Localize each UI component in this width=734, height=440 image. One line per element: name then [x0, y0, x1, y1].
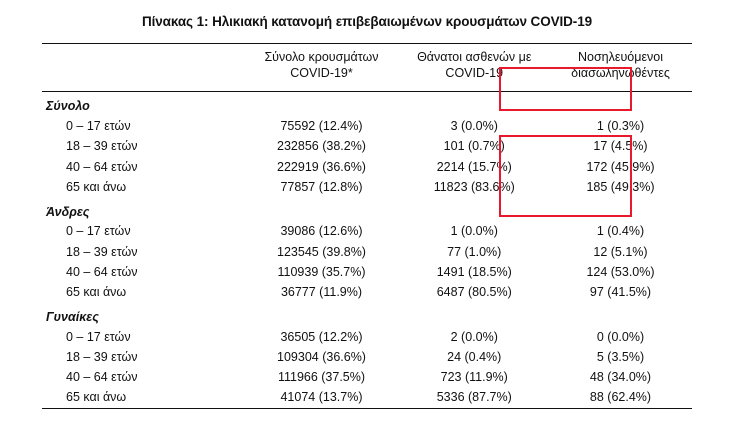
- row-intubated: 124 (53.0%): [586, 264, 655, 279]
- group-deaths: [400, 303, 550, 327]
- row-label: 0 – 17 ετών: [66, 329, 131, 344]
- row-deaths: 3 (0.0%): [450, 119, 498, 133]
- table-row: [42, 177, 692, 197]
- group-intubated: [549, 303, 692, 327]
- table-row: [42, 283, 692, 303]
- header-cell-label: [42, 44, 244, 92]
- header-cell-intubated: [549, 44, 692, 92]
- row-deaths: 24 (0.4%): [447, 349, 502, 364]
- row-cases: 36777 (11.9%): [280, 285, 363, 299]
- group-deaths: [400, 198, 550, 222]
- table-container: [42, 43, 692, 409]
- row-deaths: 2214 (15.7%): [436, 159, 512, 174]
- row-cases: 39086 (12.6%): [280, 224, 363, 239]
- header-deaths-line1: Θάνατοι ασθενών με: [417, 50, 532, 64]
- row-intubated: 88 (62.4%): [549, 388, 692, 409]
- table-header: [42, 44, 692, 92]
- table-row: [42, 242, 692, 262]
- row-deaths: 723 (11.9%): [440, 370, 508, 384]
- group-intubated: [549, 198, 692, 222]
- header-cases-line1: Σύνολο κρουσμάτων: [264, 50, 379, 64]
- table-row: [42, 198, 692, 222]
- group-label: Σύνολο: [42, 92, 244, 117]
- header-cell-cases: [244, 44, 400, 92]
- row-label: 65 και άνω: [66, 179, 127, 194]
- table-row: [42, 157, 692, 177]
- row-label: 18 – 39 ετών: [66, 349, 138, 364]
- table-body: [42, 92, 692, 409]
- row-intubated: 17 (4.5%): [593, 139, 648, 154]
- row-intubated: 97 (41.5%): [589, 285, 652, 299]
- row-cases: 41074 (13.7%): [244, 388, 400, 409]
- table-caption: Πίνακας 1: Ηλικιακή κατανομή επιβεβαιωμένων κρουσμάτων COVID-19: [141, 14, 593, 29]
- row-deaths: 6487 (80.5%): [436, 285, 512, 299]
- row-cases: 77857 (12.8%): [280, 179, 363, 194]
- row-label: 0 – 17 ετών: [66, 119, 131, 133]
- group-cases: [244, 303, 400, 327]
- row-label: 18 – 39 ετών: [66, 244, 138, 259]
- row-label: 0 – 17 ετών: [66, 224, 131, 239]
- group-label: Άνδρες: [46, 204, 90, 219]
- table-row: [42, 262, 692, 282]
- row-cases: 123545 (39.8%): [277, 244, 366, 259]
- row-cases: 111966 (37.5%): [277, 370, 366, 384]
- header-cell-deaths: [400, 44, 550, 92]
- row-deaths: 11823 (83.6%): [433, 179, 515, 194]
- header-deaths-line2: COVID-19: [445, 65, 504, 80]
- row-intubated: 5 (3.5%): [596, 349, 645, 364]
- row-intubated: 0 (0.0%): [596, 329, 645, 344]
- row-label: 40 – 64 ετών: [66, 370, 138, 384]
- row-label: 18 – 39 ετών: [66, 139, 138, 154]
- row-deaths: 101 (0.7%): [443, 139, 505, 154]
- row-label: 40 – 64 ετών: [66, 159, 138, 174]
- row-cases: 110939 (35.7%): [277, 264, 366, 279]
- group-cases: [244, 198, 400, 222]
- row-deaths: 2 (0.0%): [450, 329, 498, 344]
- row-label: 40 – 64 ετών: [66, 264, 138, 279]
- row-cases: 222919 (36.6%): [277, 159, 366, 174]
- row-intubated: 1 (0.4%): [596, 224, 645, 239]
- header-cases-line2: COVID-19*: [290, 65, 353, 80]
- table-row: [42, 303, 692, 327]
- row-deaths: 1491 (18.5%): [436, 264, 512, 279]
- table-row: [42, 368, 692, 388]
- header-intubated-line1: Νοσηλευόμενοι: [577, 50, 663, 64]
- row-intubated: 185 (49.3%): [586, 179, 655, 194]
- row-intubated: 48 (34.0%): [589, 370, 652, 384]
- group-cases: [244, 92, 400, 117]
- row-cases: 109304 (36.6%): [277, 349, 366, 364]
- row-cases: 36505 (12.2%): [280, 329, 363, 344]
- row-label: 65 και άνω: [42, 388, 244, 409]
- row-cases: 75592 (12.4%): [280, 119, 363, 133]
- row-cases: 232856 (38.2%): [277, 139, 366, 154]
- group-label: Γυναίκες: [46, 309, 99, 324]
- row-deaths: 5336 (87.7%): [400, 388, 550, 409]
- row-deaths: 1 (0.0%): [450, 224, 498, 239]
- group-intubated: [549, 92, 692, 117]
- row-intubated: 1 (0.3%): [596, 119, 645, 133]
- covid-age-distribution-table: [42, 43, 692, 409]
- table-row: [42, 137, 692, 157]
- table-row: [42, 222, 692, 242]
- row-label: 65 και άνω: [66, 285, 127, 299]
- row-intubated: 172 (45.9%): [586, 159, 655, 174]
- table-row: [42, 347, 692, 367]
- row-intubated: 12 (5.1%): [593, 244, 648, 259]
- table-row: [42, 117, 692, 137]
- table-header-row: [42, 44, 692, 92]
- table-row: [42, 388, 692, 409]
- table-row: [42, 92, 692, 117]
- header-intubated-line2: διασωληνωθέντες: [571, 65, 670, 80]
- group-deaths: [400, 92, 550, 117]
- table-row: [42, 327, 692, 347]
- row-deaths: 77 (1.0%): [447, 244, 502, 259]
